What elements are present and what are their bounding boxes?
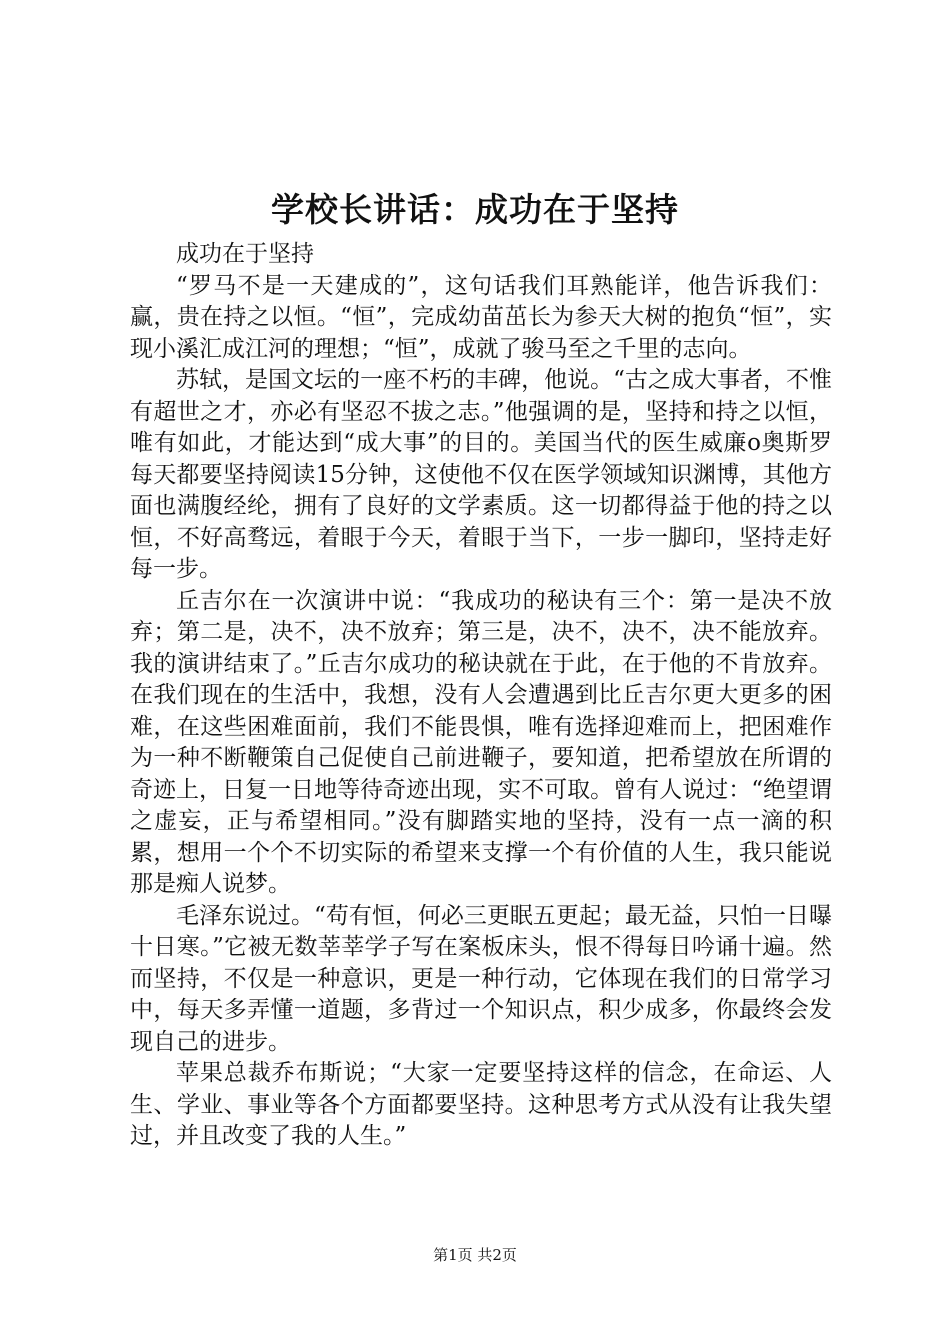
paragraph-su-shi: 苏轼，是国文坛的一座不朽的丰碑，他说。“古之成大事者，不惟有超世之才，亦必有坚忍不拔之志。”他强调的是，坚持和持之以恒，唯有如此，才能达到“成大事”的目的。美国当代的医生威廉o奥斯罗每天都要坚持阅读15分钟，这使他不仅在医学领域知识渊博，其他方面也满腹经纶，拥有了良好的文学素质。这一切都得益于他的持之以恒，不好高骛远，着眼于今天，着眼于当下，一步一脚印，坚持走好每一步。: [130, 367, 832, 582]
document-title: 学校长讲话：成功在于坚持: [271, 190, 679, 229]
paragraph-mao-zedong: 毛泽东说过。“苟有恒，何必三更眠五更起；最无益，只怕一日曝十日寒。”它被无数莘莘学子写在案板床头，恨不得每日吟诵十遍。然而坚持，不仅是一种意识，更是一种行动，它体现在我们的日常学习中，每天多弄懂一道题，多背过一个知识点，积少成多，你最终会发现自己的进步。: [130, 902, 832, 1055]
paragraph-jobs: 苹果总裁乔布斯说；“大家一定要坚持这样的信念，在命运、人生、学业、事业等各个方面都要坚持。这种思考方式从没有让我失望过，并且改变了我的人生。”: [130, 1060, 832, 1149]
paragraph-rome: “罗马不是一天建成的”，这句话我们耳熟能详，他告诉我们：赢，贵在持之以恒。“恒”，完成幼苗茁长为参天大树的抱负“恒”，实现小溪汇成江河的理想；“恒”，成就了骏马至之千里的志向。: [130, 272, 832, 362]
page-footer: 第1页 共2页: [433, 1246, 517, 1264]
document-body: [130, 239, 832, 1153]
paragraph-churchill: 丘吉尔在一次演讲中说：“我成功的秘诀有三个：第一是决不放弃；第二是，决不，决不放弃；第三是，决不，决不，决不能放弃。我的演讲结束了。”丘吉尔成功的秘诀就在于此，在于他的不肯放弃。在我们现在的生活中，我想，没有人会遭遇到比丘吉尔更大更多的困难，在这些困难面前，我们不能畏惧，唯有选择迎难而上，把困难作为一种不断鞭策自己促使自己前进鞭子，要知道，把希望放在所谓的奇迹上，日复一日地等待奇迹出现，实不可取。曾有人说过：“绝望谓之虚妄，正与希望相同。”没有脚踏实地的坚持，没有一点一滴的积累，想用一个个不切实际的希望来支撑一个有价值的人生，我只能说那是痴人说梦。: [130, 587, 832, 897]
paragraph-subtitle: 成功在于坚持: [176, 241, 314, 267]
